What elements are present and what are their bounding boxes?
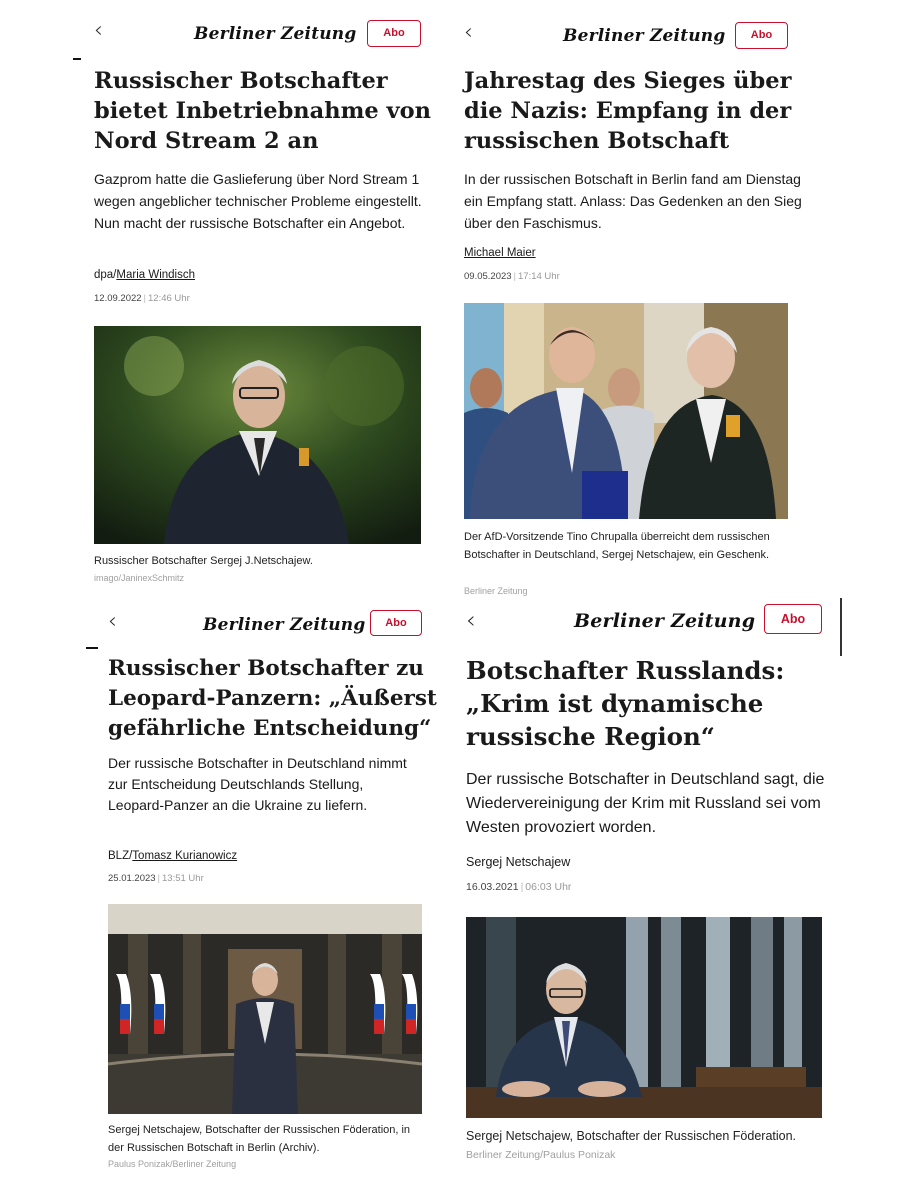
photo-caption: Der AfD-Vorsitzende Tino Chrupalla überreicht dem russischen Botschafter in Deutschland, Sergej Netschajew, ein Geschenk. [464,531,770,561]
article-panel-nord-stream [70,10,445,595]
photo-credit: Berliner Zeitung/Paulus Ponizak [466,1149,616,1161]
publish-meta: 09.05.2023 | 17:14 Uhr [464,271,560,282]
app-header [440,10,820,52]
abo-button[interactable]: Abo [764,604,822,634]
back-button[interactable]: ‹ [464,20,473,45]
abo-button[interactable]: Abo [367,20,421,47]
publish-time: 12:46 Uhr [148,293,190,304]
app-header [84,597,444,639]
publish-time: 13:51 Uhr [162,873,204,884]
publish-date: 09.05.2023 [464,271,512,282]
byline [108,850,237,862]
abo-button[interactable]: Abo [735,22,788,49]
photo-credit: Berliner Zeitung [464,586,528,596]
photo-credit: imago/JaninexSchmitz [94,573,185,583]
publish-meta: 12.09.2022 | 12:46 Uhr [94,293,190,304]
brand-logo: Berliner Zeitung [194,24,357,44]
back-button[interactable]: ‹ [466,606,476,634]
scrollbar[interactable] [840,598,842,656]
abo-button[interactable]: Abo [370,610,422,636]
brand-logo: Berliner Zeitung [563,26,726,46]
article-lead: In der russischen Botschaft in Berlin fand am Dienstag ein Empfang statt. Anlass: Das Gedenken an den Sieg über den Faschismus. [464,171,802,231]
byline [466,855,570,869]
article-lead: Der russische Botschafter in Deutschland nimmt zur Entscheidung Deutschlands Stellung, Leopard-Panzer an die Ukraine zu liefern. [108,755,407,813]
article-title: Russischer Botschafter zu Leopard-Panzern: „Äußerst gefährliche Entscheidung“ [108,656,437,741]
author-link[interactable]: Tomasz Kurianowicz [132,850,238,862]
publish-meta: 16.03.2021 | 06:03 Uhr [466,881,572,893]
brand-logo: Berliner Zeitung [574,610,756,632]
author-link[interactable]: Maria Windisch [116,269,195,281]
publish-meta: 25.01.2023 | 13:51 Uhr [108,873,204,884]
author-link[interactable]: Michael Maier [464,247,536,259]
publish-time: 17:14 Uhr [518,271,560,282]
app-header [446,596,846,642]
author-name[interactable]: Sergej Netschajew [466,855,571,869]
article-photo [466,917,822,1118]
article-panel-jahrestag [440,10,820,600]
publish-date: 25.01.2023 [108,873,156,884]
byline-agency: BLZ/ [108,850,133,862]
photo-caption: Sergej Netschajew, Botschafter der Russischen Föderation. [466,1129,797,1143]
ambassador-desk-photo [466,917,822,1118]
publish-date: 12.09.2022 [94,293,142,304]
article-photo [108,904,422,1114]
photo-credit: Paulus Ponizak/Berliner Zeitung [108,1159,237,1169]
divider [73,58,81,60]
article-title: Russischer Botschafter bietet Inbetriebnahme von Nord Stream 2 an [94,68,431,154]
brand-logo: Berliner Zeitung [203,615,366,635]
byline [464,247,536,259]
app-header [70,10,445,52]
reception-photo [464,303,788,519]
article-title: Botschafter Russlands: „Krim ist dynamische russische Region“ [466,656,785,751]
article-lead: Gazprom hatte die Gaslieferung über Nord Stream 1 wegen angeblicher technischer Probleme eingestellt. Nun macht der russische Botschafter ein Angebot. [94,171,422,231]
publish-time: 06:03 Uhr [525,881,572,893]
byline-agency: dpa/ [94,269,117,281]
divider [86,647,98,649]
ambassador-photo [94,326,421,544]
embassy-hall-photo [108,904,422,1114]
article-photo [94,326,421,544]
article-lead: Der russische Botschafter in Deutschland sagt, die Wiedervereinigung der Krim mit Russland sei vom Westen provoziert worden. [466,771,825,836]
back-button[interactable]: ‹ [108,609,117,634]
photo-caption: Russischer Botschafter Sergej J.Netschajew. [94,555,313,567]
photo-caption: Sergej Netschajew, Botschafter der Russischen Föderation, in der Russischen Botschaft in Berlin (Archiv). [108,1124,411,1154]
article-panel-krim [446,596,846,1180]
article-photo [464,303,788,519]
byline [94,269,195,281]
back-button[interactable]: ‹ [94,18,103,43]
publish-date: 16.03.2021 [466,881,519,893]
article-panel-leopard [84,597,444,1180]
article-title: Jahrestag des Sieges über die Nazis: Empfang in der russischen Botschaft [464,68,792,154]
